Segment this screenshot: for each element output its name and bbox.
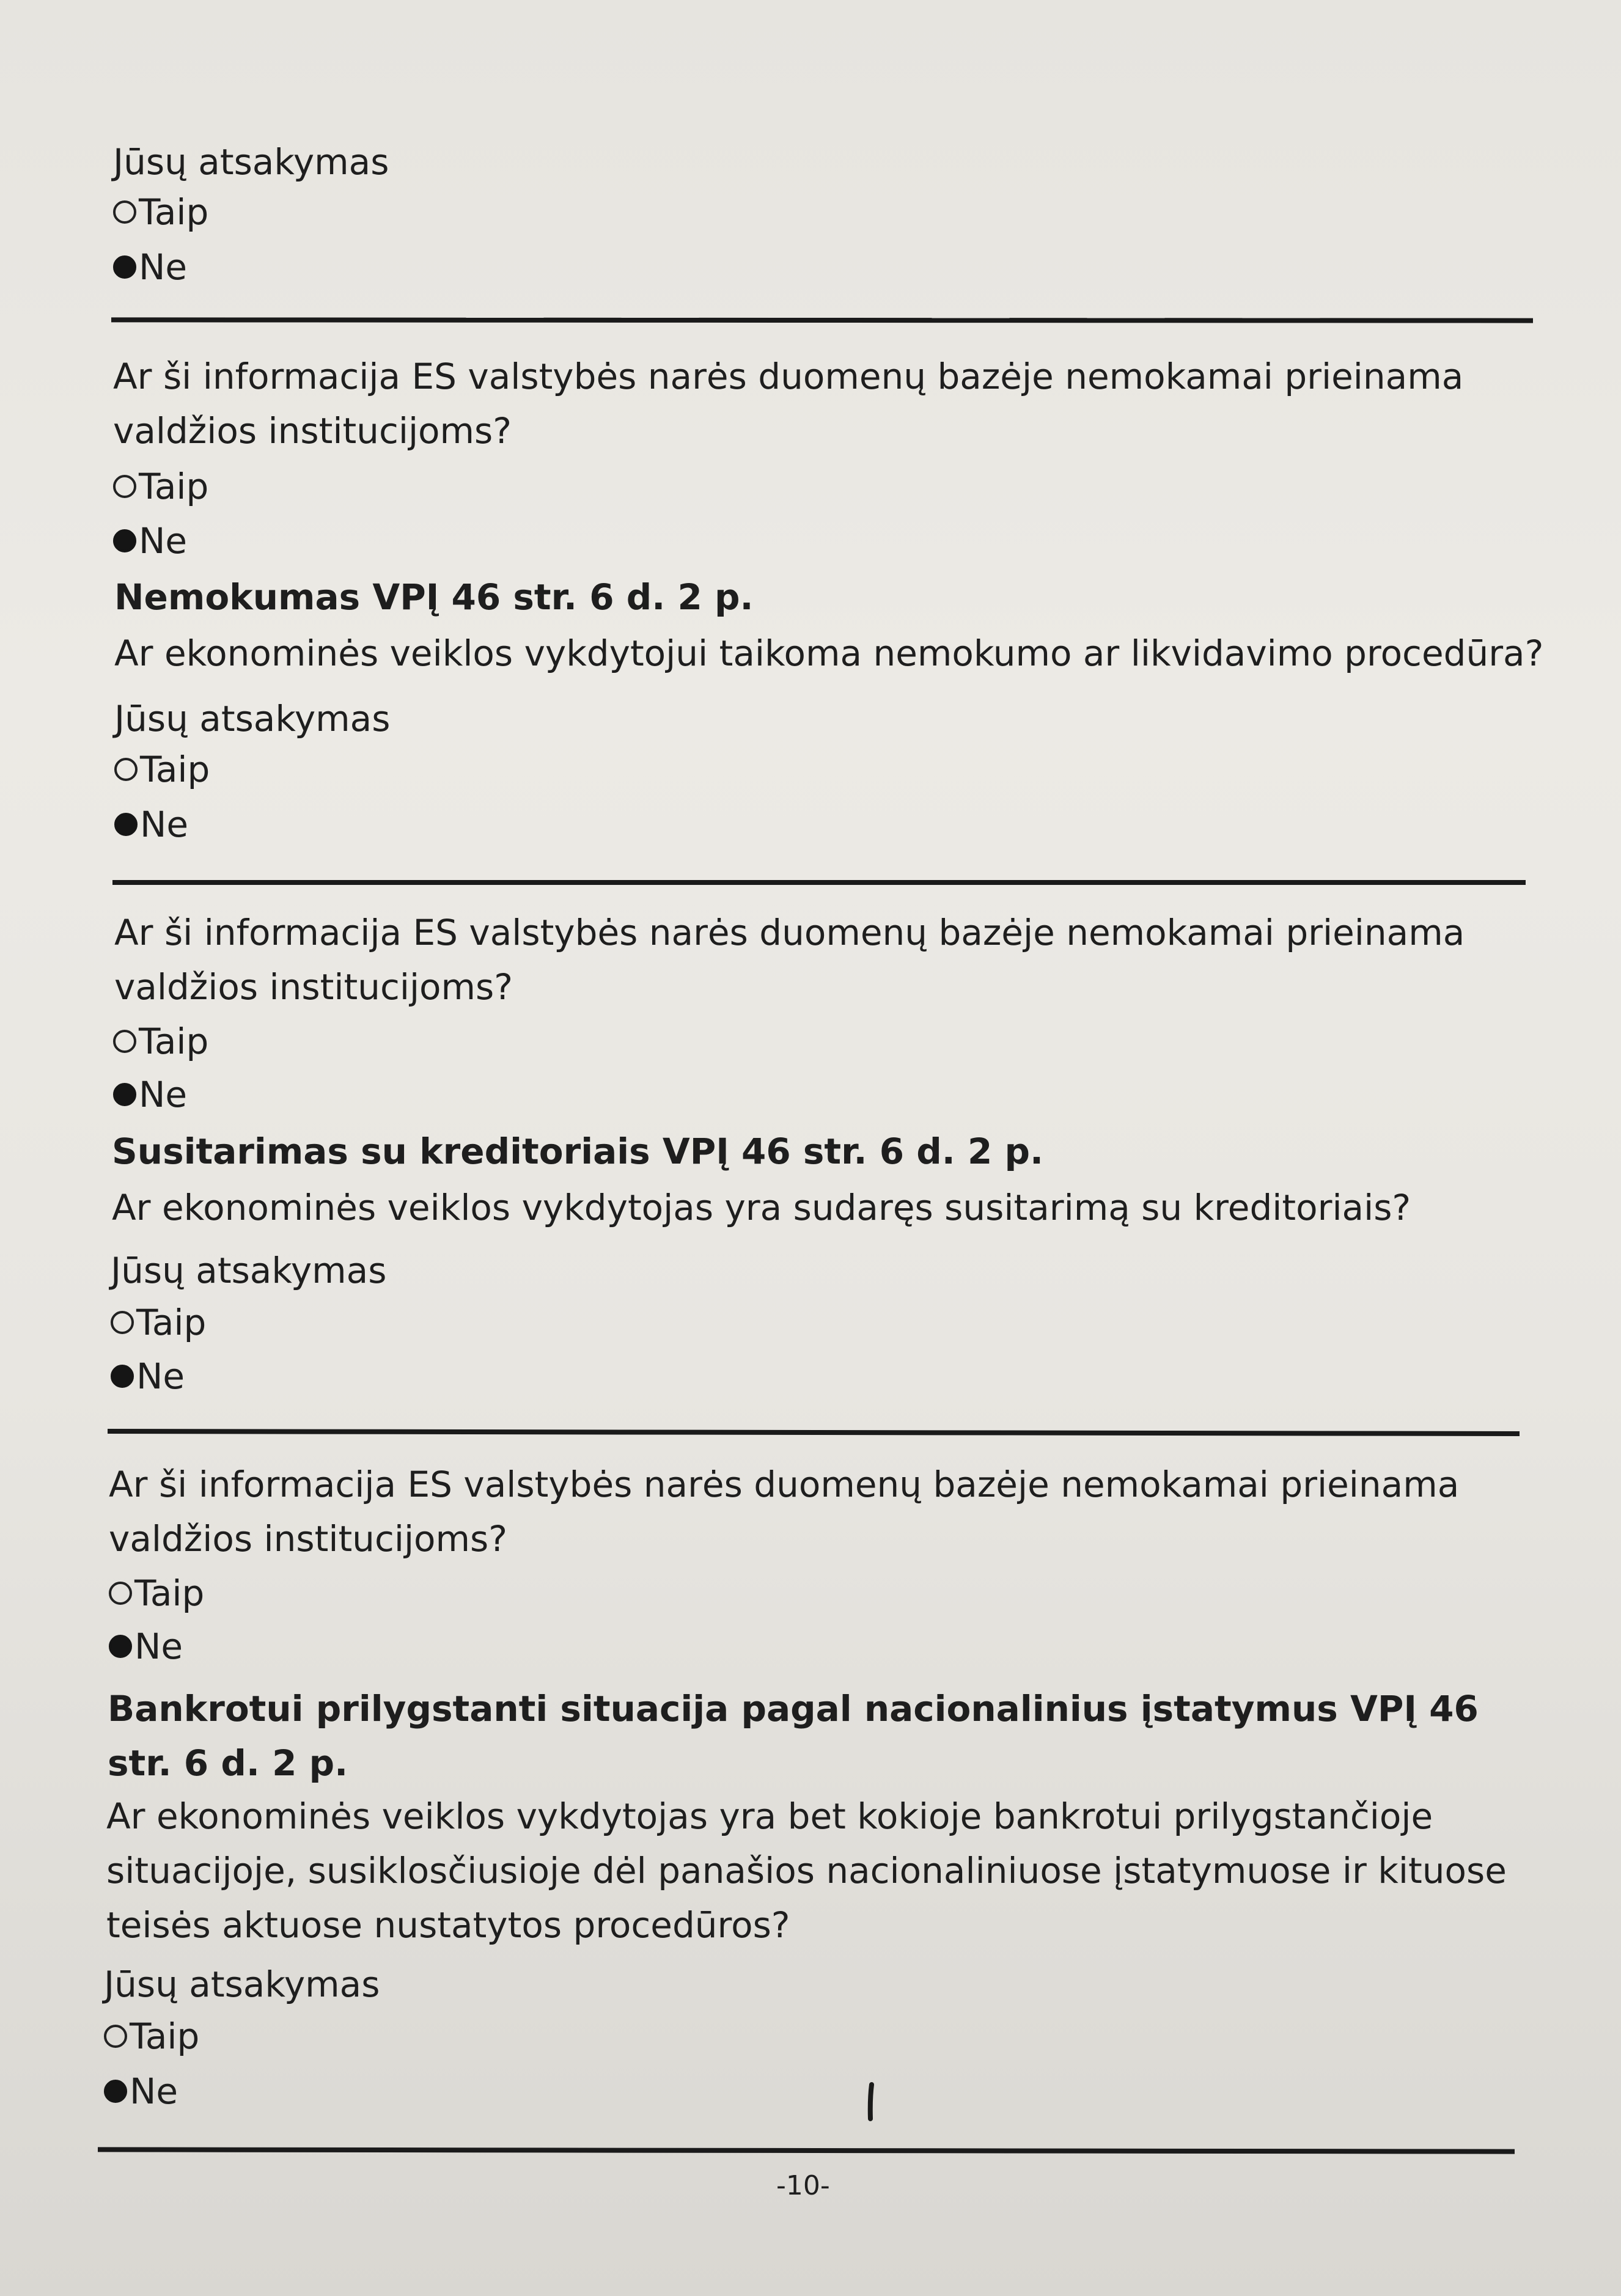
answer-label: Jūsų atsakymas: [111, 1250, 387, 1291]
option-label: Ne: [136, 1355, 185, 1397]
section-heading: Nemokumas VPĮ 46 str. 6 d. 2 p.: [114, 576, 754, 618]
question-text: Ar ši informacija ES valstybės narės duomenų bazėje nemokamai prieinama valdžios institucijoms?: [113, 356, 1464, 452]
radio-option-ne[interactable]: [113, 520, 188, 562]
question-text: Ar ši informacija ES valstybės narės duomenų bazėje nemokamai prieinama valdžios institucijoms?: [109, 1464, 1460, 1560]
radio-unchecked-icon: [109, 1582, 132, 1605]
radio-option-taip[interactable]: [113, 466, 209, 507]
radio-option-ne[interactable]: [114, 804, 189, 845]
radio-unchecked-icon: [111, 1311, 134, 1334]
heading-question: Ar ekonominės veiklos vykdytojui taikoma nemokumo ar likvidavimo procedūra?: [114, 633, 1544, 674]
radio-checked-icon: [113, 255, 136, 279]
section-heading: Susitarimas su kreditoriais VPĮ 46 str. 6 d. 2 p.: [112, 1131, 1044, 1172]
option-label: Taip: [139, 1021, 209, 1062]
radio-unchecked-icon: [114, 758, 138, 781]
radio-checked-icon: [114, 813, 138, 836]
page-number: -10-: [776, 2170, 830, 2201]
answer-label: Jūsų atsakymas: [113, 141, 389, 183]
radio-option-ne[interactable]: [104, 2070, 178, 2112]
option-label: Ne: [139, 1074, 188, 1115]
radio-option-ne[interactable]: [109, 1626, 183, 1667]
radio-option-taip[interactable]: [111, 1302, 207, 1343]
section-divider: [112, 880, 1526, 885]
section-divider: [98, 2147, 1515, 2154]
option-label: Ne: [140, 804, 189, 845]
heading-question: Ar ekonominės veiklos vykdytojas yra bet kokioje bankrotui prilygstančioje situacijoje, susiklosčiusioje dėl panašios nacionaliniuose įstatymuose ir kituose teisės aktuose nustatytos procedūros?: [106, 1795, 1507, 1946]
section-divider: [108, 1429, 1520, 1436]
option-label: Taip: [139, 191, 209, 233]
answer-label: Jūsų atsakymas: [114, 698, 391, 739]
option-label: Ne: [139, 246, 188, 288]
radio-unchecked-icon: [113, 200, 136, 224]
option-label: Ne: [134, 1626, 183, 1667]
option-label: Taip: [130, 2015, 200, 2057]
radio-checked-icon: [104, 2080, 127, 2103]
radio-option-ne[interactable]: [113, 1074, 188, 1115]
radio-option-ne[interactable]: [113, 246, 188, 288]
option-label: Taip: [134, 1572, 205, 1614]
question-text: Ar ši informacija ES valstybės narės duomenų bazėje nemokamai prieinama valdžios institucijoms?: [114, 912, 1465, 1008]
radio-option-taip[interactable]: [104, 2015, 200, 2057]
radio-checked-icon: [111, 1365, 134, 1388]
option-label: Taip: [136, 1302, 207, 1343]
radio-option-taip[interactable]: [113, 191, 209, 233]
option-label: Ne: [139, 520, 188, 562]
radio-unchecked-icon: [104, 2025, 127, 2048]
option-label: Taip: [140, 749, 210, 790]
radio-option-taip[interactable]: [113, 1021, 209, 1062]
radio-option-ne[interactable]: [111, 1355, 185, 1397]
radio-option-taip[interactable]: [114, 749, 210, 790]
radio-option-taip[interactable]: [109, 1572, 205, 1614]
radio-checked-icon: [113, 529, 136, 552]
section-divider: [111, 317, 1533, 323]
radio-unchecked-icon: [113, 475, 136, 498]
heading-question: Ar ekonominės veiklos vykdytojas yra sudaręs susitarimą su kreditoriais?: [112, 1187, 1411, 1228]
radio-unchecked-icon: [113, 1030, 136, 1053]
radio-checked-icon: [113, 1083, 136, 1106]
pen-mark: [862, 2081, 880, 2124]
option-label: Taip: [139, 466, 209, 507]
option-label: Ne: [130, 2070, 178, 2112]
answer-label: Jūsų atsakymas: [104, 1964, 380, 2005]
section-heading: Bankrotui prilygstanti situacija pagal nacionalinius įstatymus VPĮ 46 str. 6 d. 2 p.: [108, 1688, 1479, 1784]
radio-checked-icon: [109, 1635, 132, 1658]
